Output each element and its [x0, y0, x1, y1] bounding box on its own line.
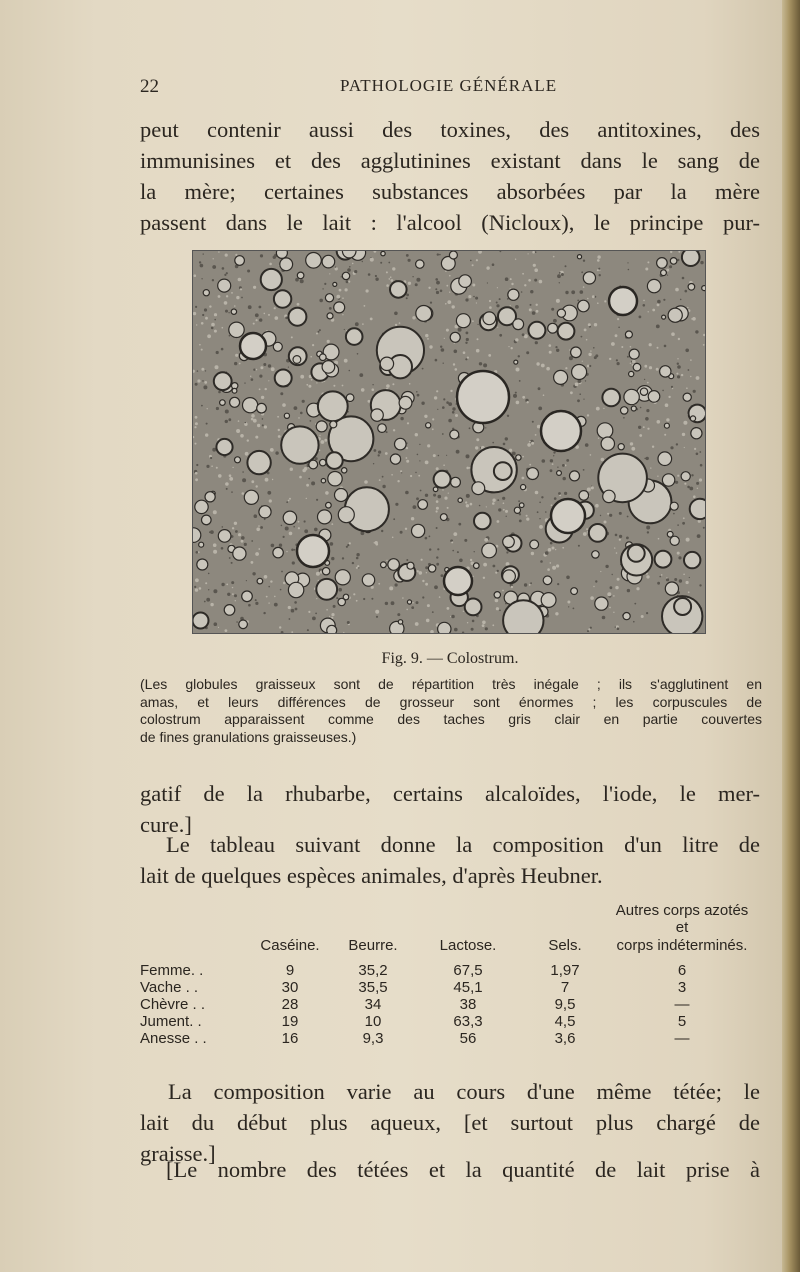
text-line: Le tableau suivant donne la composition d'un litre de	[166, 832, 760, 857]
table-cell: 28	[281, 996, 299, 1013]
table-cell: —	[674, 1030, 690, 1047]
table-cell: 38	[459, 996, 477, 1013]
table-cell: 67,5	[453, 962, 483, 979]
text-line: cure.]	[140, 812, 192, 837]
text-line: La composition varie au cours d'une même tétée; le	[168, 1079, 760, 1104]
caption-line: (Les globules graisseux sont de répartition très inégale ; ils s'agglutinent en	[140, 676, 762, 692]
table-row-label: Chèvre . .	[140, 996, 206, 1013]
table-cell: 16	[281, 1030, 299, 1047]
text-line: peut contenir aussi des toxines, des antitoxines, des	[140, 117, 760, 142]
text-line: graisse.]	[140, 1141, 216, 1166]
text-line: lait du début plus aqueux, [et surtout plus chargé de	[140, 1110, 760, 1135]
running-title: PATHOLOGIE GÉNÉRALE	[340, 76, 558, 95]
table-cell: 9,3	[362, 1030, 384, 1047]
table-cell: 6	[677, 962, 687, 979]
table-cell: 56	[459, 1030, 477, 1047]
paragraph-intro	[140, 114, 760, 238]
table-cell: —	[674, 996, 690, 1013]
book-spine-edge	[782, 0, 800, 1272]
milk-composition-table	[140, 902, 765, 1052]
table-cell: 3,6	[554, 1030, 576, 1047]
table-cell: 45,1	[453, 979, 483, 996]
text-line: gatif de la rhubarbe, certains alcaloïdes, l'iode, le mer-	[140, 781, 760, 806]
table-cell: 3	[677, 979, 687, 996]
table-row-label: Femme. .	[140, 962, 204, 979]
table-header-lactose: Lactose.	[439, 937, 497, 954]
caption-line: de fines granulations graisseuses.)	[140, 728, 357, 745]
paragraph-feeding	[140, 1154, 760, 1185]
table-cell: 4,5	[554, 1013, 576, 1030]
paragraph-table-intro	[140, 829, 760, 891]
table-row-label: Anesse . .	[140, 1030, 207, 1047]
figure-caption-body	[140, 676, 762, 746]
table-header-other-1: Autres corps azotés	[615, 902, 749, 919]
table-header-other-3: corps indéterminés.	[616, 937, 748, 954]
table-row-label: Vache . .	[140, 979, 199, 996]
table-header-butter: Beurre.	[348, 937, 398, 954]
text-line: passent dans le lait : l'alcool (Nicloux), le principe pur-	[140, 210, 760, 235]
table-cell: 35,5	[358, 979, 388, 996]
table-row-label: Jument. .	[140, 1013, 202, 1030]
page-header	[140, 76, 760, 100]
table-header-casein: Caséine.	[260, 937, 320, 954]
text-line: [Le nombre des tétées et la quantité de lait prise à	[166, 1157, 760, 1182]
table-cell: 1,97	[550, 962, 580, 979]
table-cell: 30	[281, 979, 299, 996]
caption-line: amas, et leurs différences de grosseur sont énormes ; les corpuscules de	[140, 693, 762, 710]
table-cell: 9	[285, 962, 295, 979]
figure-caption-title: Fig. 9. — Colostrum.	[381, 650, 519, 667]
text-line: la mère; certaines substances absorbées par la mère	[140, 179, 760, 204]
table-cell: 63,3	[453, 1013, 483, 1030]
table-header-other-2: et	[675, 919, 689, 936]
page-number: 22	[140, 76, 159, 97]
table-cell: 10	[364, 1013, 382, 1030]
text-line: lait de quelques espèces animales, d'après Heubner.	[140, 863, 603, 888]
colostrum-micrograph	[192, 250, 706, 634]
table-cell: 5	[677, 1013, 687, 1030]
caption-line: colostrum apparaissent comme des taches gris clair en partie couvertes	[140, 711, 762, 727]
table-header-salts: Sels.	[548, 937, 582, 954]
table-cell: 19	[281, 1013, 299, 1030]
table-cell: 7	[560, 979, 570, 996]
table-cell: 34	[364, 996, 382, 1013]
text-line: immunisines et des agglutinines existant dans le sang de	[140, 148, 760, 173]
micrograph-image	[193, 251, 705, 633]
table-cell: 9,5	[554, 996, 576, 1013]
table-cell: 35,2	[358, 962, 388, 979]
